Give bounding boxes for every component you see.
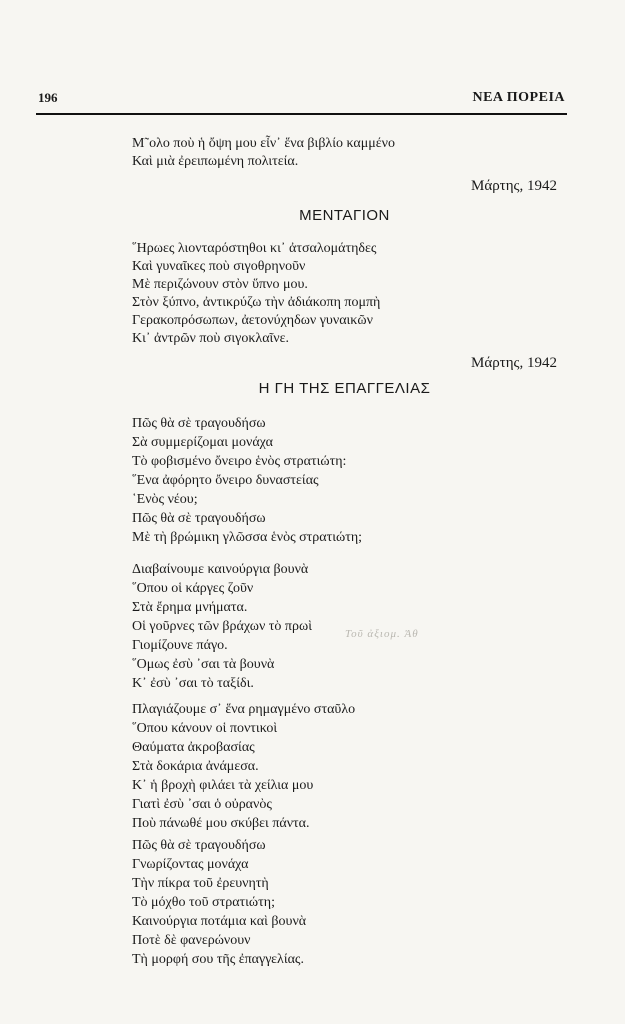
verse-line: Γιατὶ ἐσὺ ᾿σαι ὁ οὐρανὸς	[132, 797, 272, 812]
show-through-text: Τοῦ ἀξιομ. Ἀθ	[345, 628, 419, 640]
verse-line: Μὲ περιζώνουν στὸν ὕπνο μου.	[132, 277, 308, 292]
verse-line: Κ᾿ ἡ βροχὴ φιλάει τὰ χείλια μου	[132, 778, 314, 793]
verse-line: Γιομίζουνε πάγο.	[132, 638, 228, 653]
verse-line: Στὰ δοκάρια ἀνάμεσα.	[132, 759, 259, 774]
verse-line: Γερακοπρόσωπων, ἀετονύχηδων γυναικῶν	[132, 313, 373, 328]
verse-line: ῞Οπου κάνουν οἱ ποντικοὶ	[132, 721, 278, 736]
verse-line: Διαβαίνουμε καινούργια βουνὰ	[132, 562, 309, 577]
verse-line: Καινούργια ποτάμια καὶ βουνὰ	[132, 914, 307, 929]
verse-line: Κ᾿ ἐσὺ ᾿σαι τὸ ταξίδι.	[132, 676, 254, 691]
verse-line: Καὶ γυναῖκες ποὺ σιγοθρηνοῦν	[132, 259, 306, 274]
verse-line: Θαύματα ἀκροβασίας	[132, 740, 255, 755]
verse-line: Γνωρίζοντας μονάχα	[132, 857, 249, 872]
verse-line: ῞Ομως ἐσὺ ᾿σαι τὰ βουνὰ	[132, 657, 275, 672]
poem-mentagion-body	[132, 240, 557, 372]
running-title: ΝΕΑ ΠΟΡΕΙΑ	[472, 90, 565, 105]
poem-date: Μάρτης, 1942	[471, 178, 557, 194]
stanza-1	[132, 414, 557, 547]
verse-line: ῾Ενὸς νέου;	[132, 492, 198, 507]
stanza-4	[132, 836, 557, 969]
verse-line: ῞Οπου οἱ κάργες ζοῦν	[132, 581, 254, 596]
verse-line: Οἱ γοῦρνες τῶν βράχων τὸ πρωὶ	[132, 619, 312, 634]
verse-line: Καὶ μιὰ ἐρειπωμένη πολιτεία.	[132, 154, 299, 169]
page-number: 196	[38, 90, 58, 105]
verse-line: Σὰ συμμερίζομαι μονάχα	[132, 435, 273, 450]
poem-title-mentagion: ΜΕΝΤΑΓΙΟΝ	[299, 207, 390, 224]
verse-line: Κι᾿ ἀντρῶν ποὺ σιγοκλαῖνε.	[132, 331, 290, 346]
verse-line: Τὴν πίκρα τοῦ ἐρευνητὴ	[132, 876, 269, 891]
previous-poem-ending	[132, 135, 557, 195]
verse-line: Πῶς θὰ σὲ τραγουδήσω	[132, 511, 266, 526]
verse-line: Πῶς θὰ σὲ τραγουδήσω	[132, 416, 266, 431]
stanza-3	[132, 700, 557, 833]
verse-line: Πῶς θὰ σὲ τραγουδήσω	[132, 838, 266, 853]
verse-line: Τὴ μορφή σου τῆς ἐπαγγελίας.	[132, 952, 304, 967]
verse-line: Στὸν ξύπνο, ἀντικρύζω τὴν ἀδιάκοπη πομπὴ	[132, 295, 381, 310]
verse-line: Ποτὲ δὲ φανερώνουν	[132, 933, 251, 948]
poem-title-promised-land: Η ΓΗ ΤΗΣ ΕΠΑΓΓΕΛΙΑΣ	[258, 380, 431, 397]
header-rule	[36, 113, 567, 115]
verse-line: ῞Ηρωες λιονταρόστηθοι κι᾿ ἀτσαλομάτηδες	[132, 241, 377, 256]
verse-line: Τὸ φοβισμένο ὄνειρο ἑνὸς στρατιώτη:	[132, 454, 347, 469]
verse-line: Τὸ μόχθο τοῦ στρατιώτη;	[132, 895, 275, 910]
verse-line: Μὲ τὴ βρώμικη γλῶσσα ἑνὸς στρατιώτη;	[132, 530, 363, 545]
verse-line: Στὰ ἔρημα μνήματα.	[132, 600, 248, 615]
verse-line: Πλαγιάζουμε σ᾿ ἕνα ρημαγμένο σταῦλο	[132, 702, 356, 717]
verse-line: ῞Ενα ἀφόρητο ὄνειρο δυναστείας	[132, 473, 319, 488]
poem-date: Μάρτης, 1942	[471, 355, 557, 371]
verse-line: Μ῀ολο ποὺ ἡ ὄψη μου εἶν᾿ ἕνα βιβλίο καμμένο	[132, 136, 395, 151]
stanza-2	[132, 560, 557, 693]
verse-line: Ποὺ πάνωθέ μου σκύβει πάντα.	[132, 816, 310, 831]
